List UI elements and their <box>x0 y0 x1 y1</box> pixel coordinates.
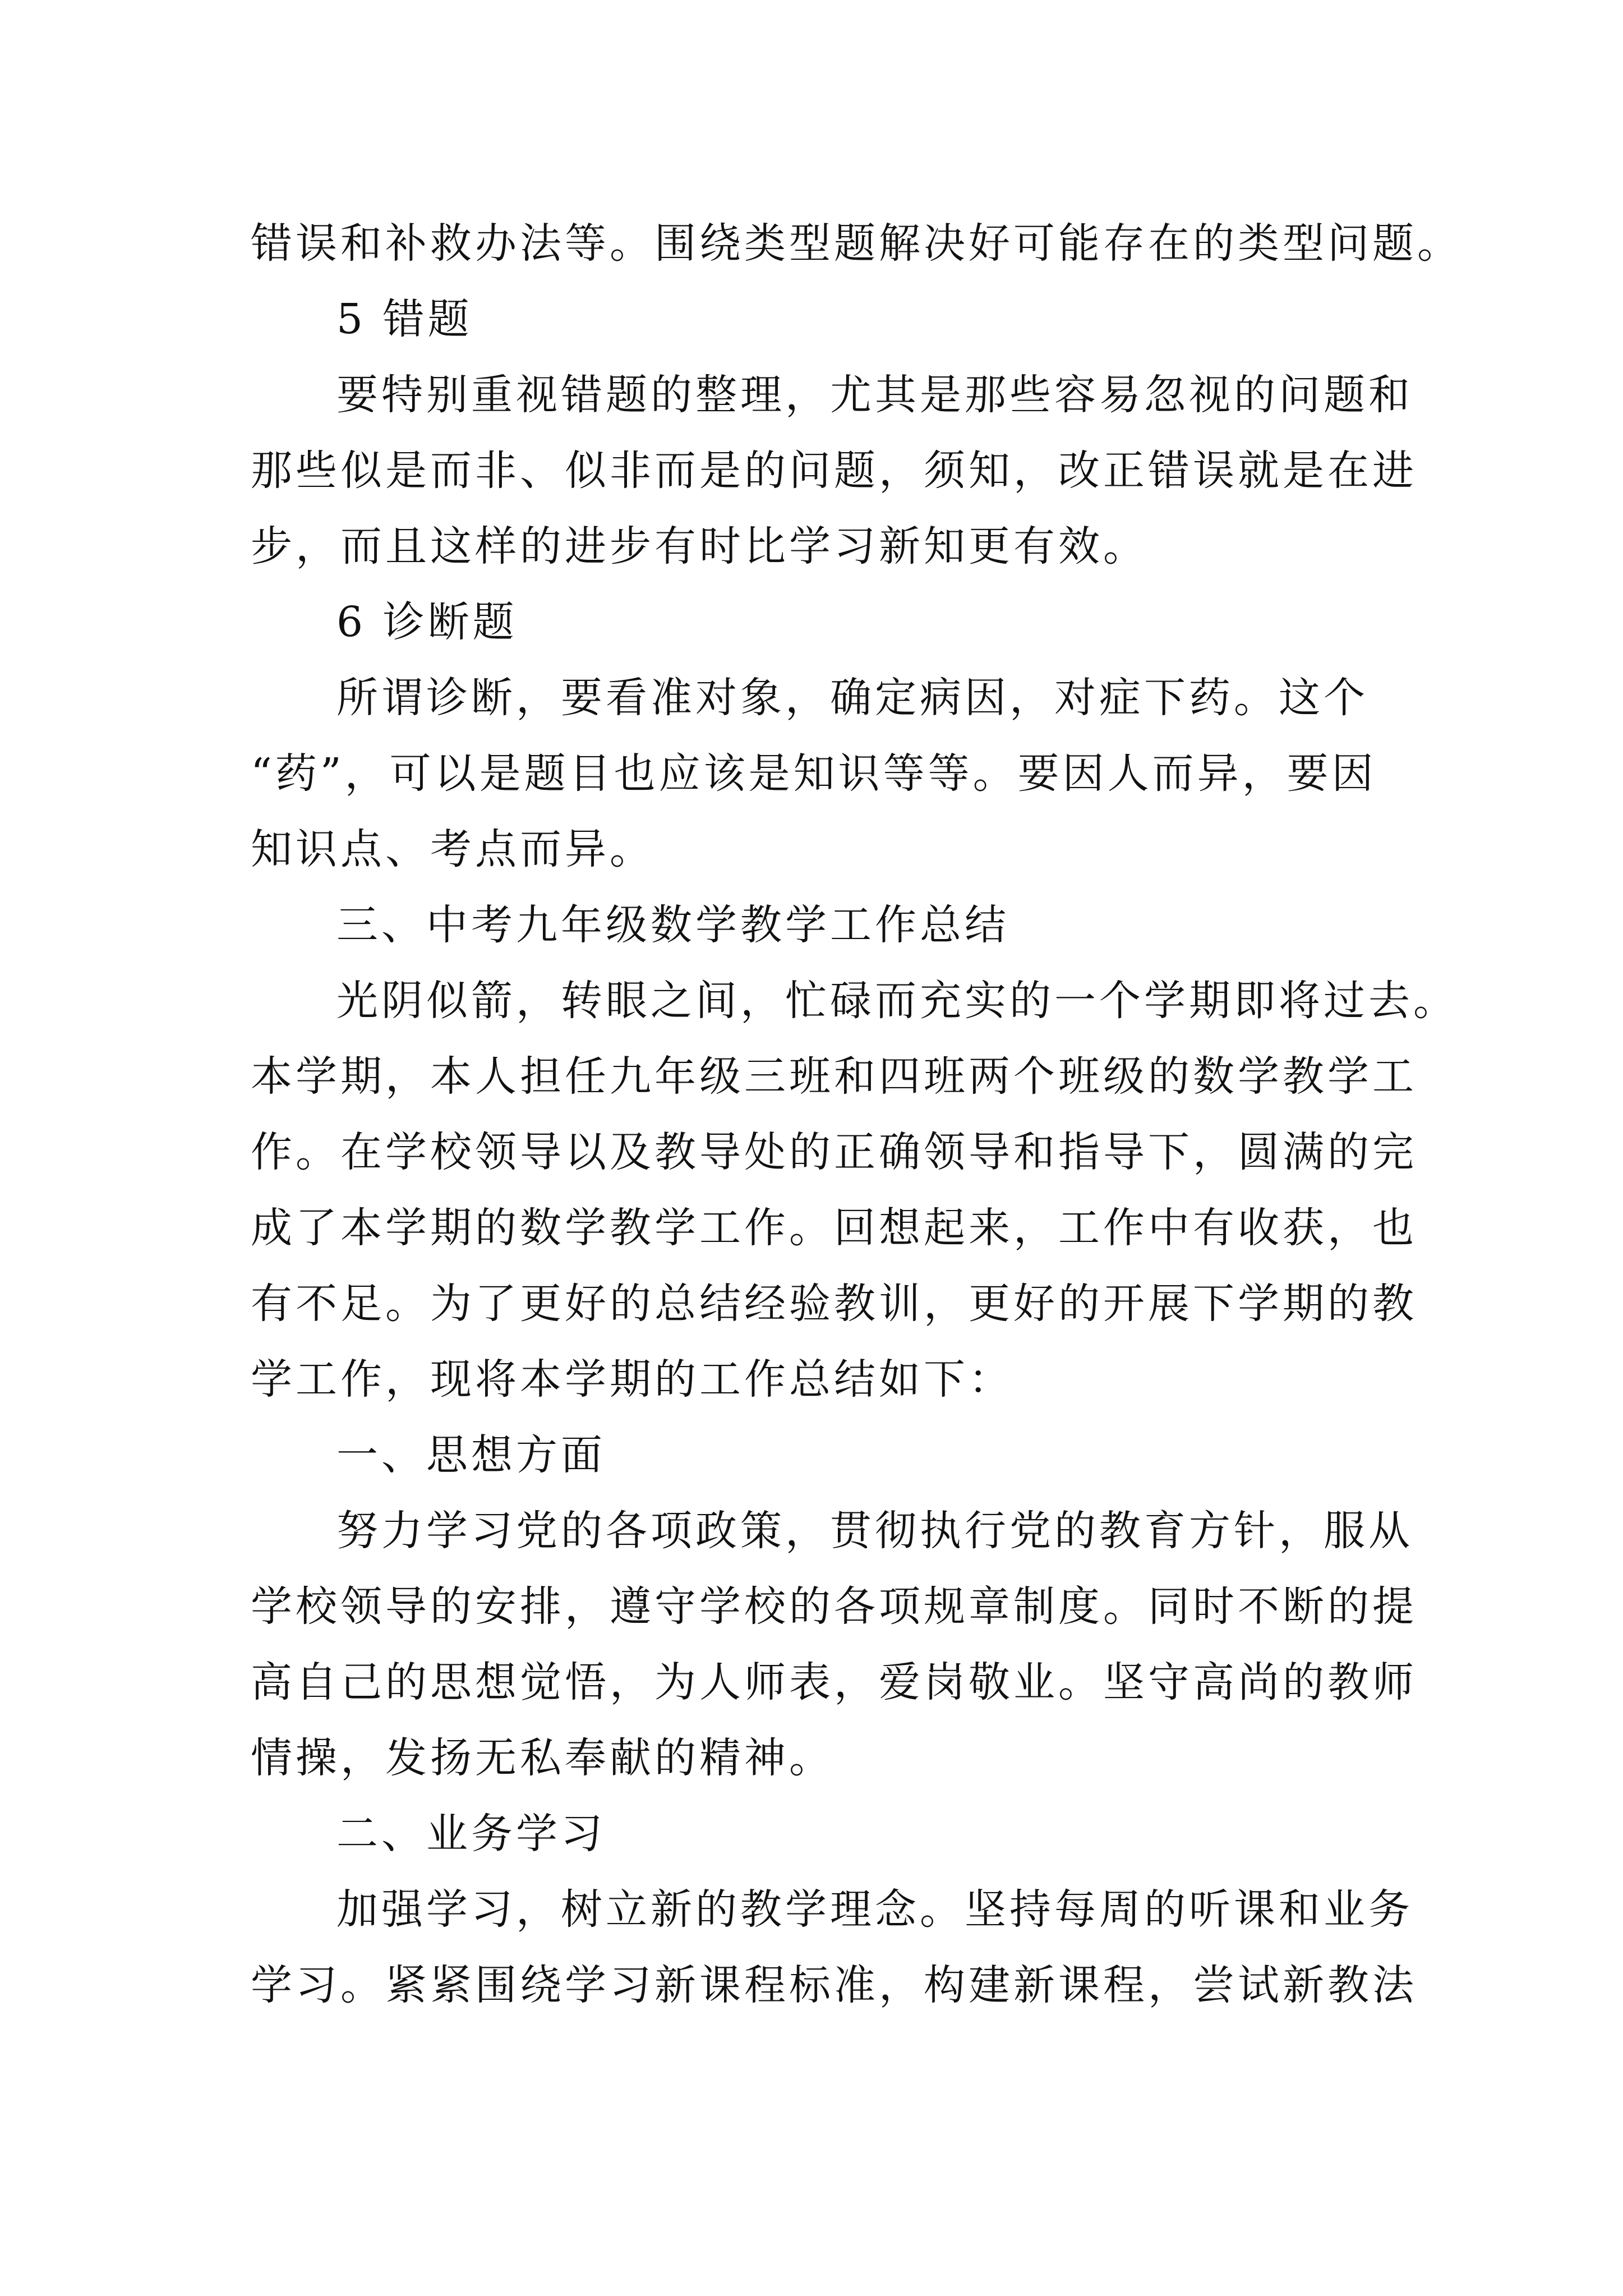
text-line: 知识点、考点而异。 <box>251 825 654 873</box>
text-line: 高自己的思想觉悟，为人师表，爱岗敬业。坚守高尚的教师 <box>251 1658 1417 1706</box>
section-heading: 三、中考九年级数学教学工作总结 <box>336 901 1009 949</box>
paragraph-first-line: 所谓诊断，要看准对象，确定病因，对症下药。这个 <box>336 674 1368 722</box>
paragraph-first-line: 努力学习党的各项政策，贯彻执行党的教育方针，服从 <box>336 1507 1413 1555</box>
paragraph-first-line: 加强学习，树立新的教学理念。坚持每周的听课和业务 <box>336 1885 1413 1934</box>
section-heading: 5 错题 <box>336 295 473 343</box>
text-line: 成了本学期的数学教学工作。回想起来，工作中有收获，也 <box>251 1204 1417 1252</box>
text-line: 错误和补救办法等。围绕类型题解决好可能存在的类型问题。 <box>251 219 1462 268</box>
text-line: 作。在学校领导以及教导处的正确领导和指导下，圆满的完 <box>251 1128 1417 1176</box>
text-line: 本学期，本人担任九年级三班和四班两个班级的数学教学工 <box>251 1052 1417 1101</box>
section-heading: 二、业务学习 <box>336 1810 606 1858</box>
paragraph-first-line: 要特别重视错题的整理，尤其是那些容易忽视的问题和 <box>336 371 1413 419</box>
text-line: 学习。紧紧围绕学习新课程标准，构建新课程，尝试新教法 <box>251 1961 1417 2009</box>
section-heading: 6 诊断题 <box>336 598 518 646</box>
paragraph-first-line: 光阴似箭，转眼之间，忙碌而充实的一个学期即将过去。 <box>336 977 1458 1025</box>
text-line: 学工作，现将本学期的工作总结如下： <box>251 1355 1013 1404</box>
text-line: 情操，发扬无私奉献的精神。 <box>251 1734 834 1782</box>
text-line: 那些似是而非、似非而是的问题，须知，改正错误就是在进 <box>251 447 1417 495</box>
text-line: 有不足。为了更好的总结经验教训，更好的开展下学期的教 <box>251 1280 1417 1328</box>
text-line: 步，而且这样的进步有时比学习新知更有效。 <box>251 522 1148 570</box>
section-heading: 一、思想方面 <box>336 1431 606 1479</box>
text-line: “药”，可以是题目也应该是知识等等。要因人而异，要因 <box>251 749 1377 798</box>
text-line: 学校领导的安排，遵守学校的各项规章制度。同时不断的提 <box>251 1582 1417 1631</box>
